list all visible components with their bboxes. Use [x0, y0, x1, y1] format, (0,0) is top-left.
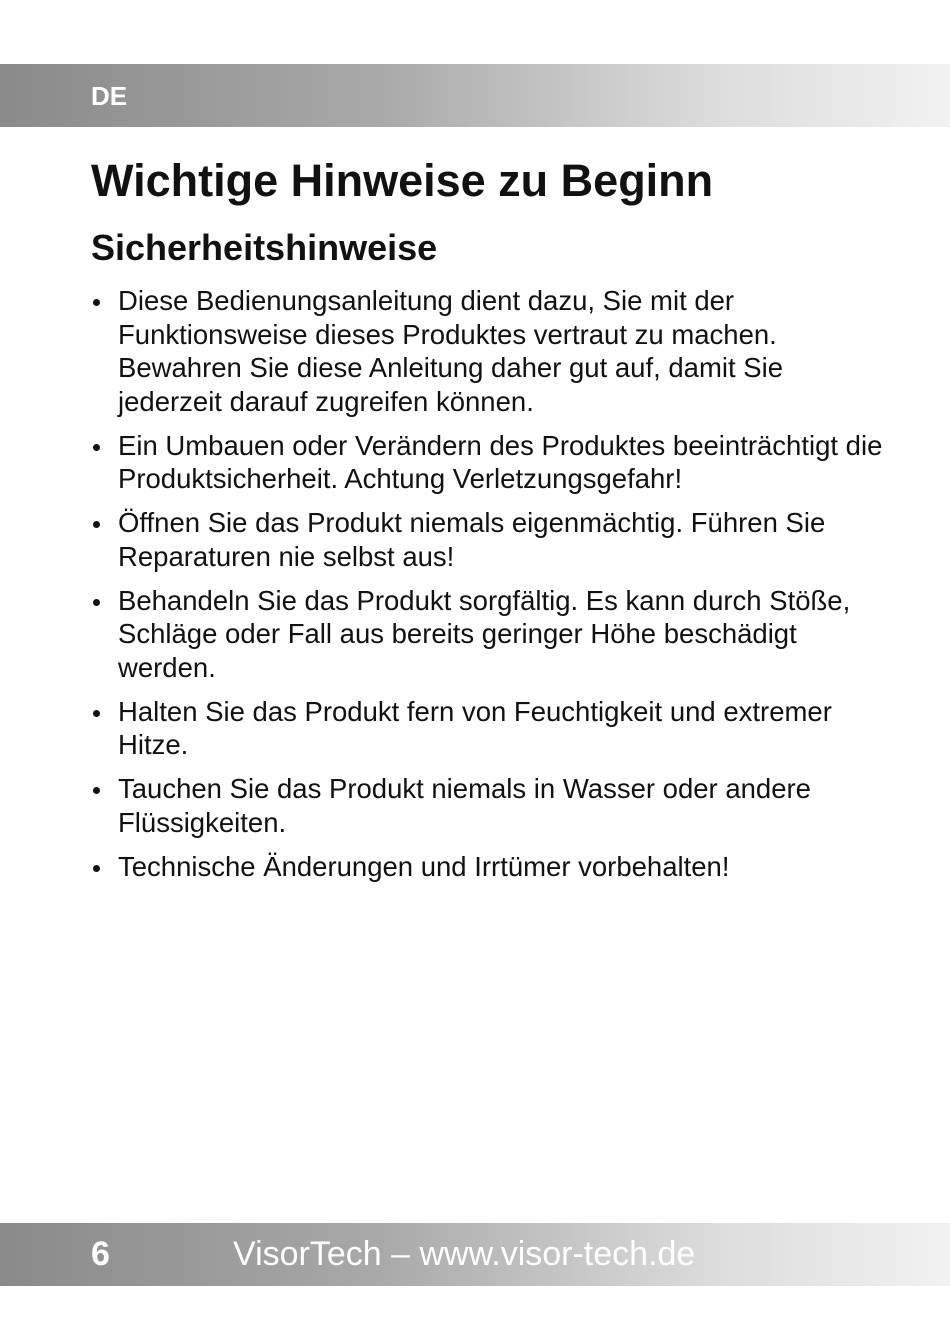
- list-item-text: Ein Umbauen oder Verändern des Produktes beeinträchtigt die Produktsicherheit. Achtung Verletzungsgefahr!: [118, 429, 883, 494]
- page-number: 6: [91, 1235, 110, 1273]
- list-item: [91, 772, 891, 839]
- list-item-text: Halten Sie das Produkt fern von Feuchtigkeit und extremer Hitze.: [118, 695, 832, 760]
- bullet-icon: [93, 787, 100, 794]
- header-band: [0, 64, 950, 127]
- list-item-text: Öffnen Sie das Produkt niemals eigenmächtig. Führen Sie Reparaturen nie selbst aus!: [118, 507, 826, 572]
- list-item: [91, 695, 891, 762]
- bullet-icon: [93, 444, 100, 451]
- list-item: [91, 506, 891, 573]
- bullet-icon: [93, 865, 100, 872]
- list-item: [91, 584, 891, 685]
- safety-bullet-list: [91, 284, 891, 894]
- list-item: [91, 284, 891, 418]
- bullet-icon: [93, 710, 100, 717]
- language-label: DE: [91, 81, 128, 111]
- bullet-icon: [93, 521, 100, 528]
- bullet-icon: [93, 299, 100, 306]
- page-title: Wichtige Hinweise zu Beginn: [91, 155, 714, 206]
- footer-text: VisorTech – www.visor-tech.de: [233, 1235, 696, 1273]
- list-item: [91, 429, 891, 496]
- bullet-icon: [93, 599, 100, 606]
- list-item-text: Diese Bedienungsanleitung dient dazu, Sie mit der Funktionsweise dieses Produktes vertraut zu machen. Bewahren Sie diese Anleitung daher gut auf, damit Sie jederzeit darauf zugreifen können.: [118, 285, 784, 417]
- list-item-text: Technische Änderungen und Irrtümer vorbehalten!: [118, 850, 730, 882]
- list-item-text: Behandeln Sie das Produkt sorgfältig. Es kann durch Stöße, Schläge oder Fall aus bereits geringer Höhe beschädigt werden.: [118, 584, 851, 683]
- list-item: [91, 850, 891, 884]
- section-title: Sicherheitshinweise: [91, 227, 438, 268]
- list-item-text: Tauchen Sie das Produkt niemals in Wasser oder andere Flüssigkeiten.: [118, 773, 811, 838]
- footer-band: [0, 1223, 950, 1286]
